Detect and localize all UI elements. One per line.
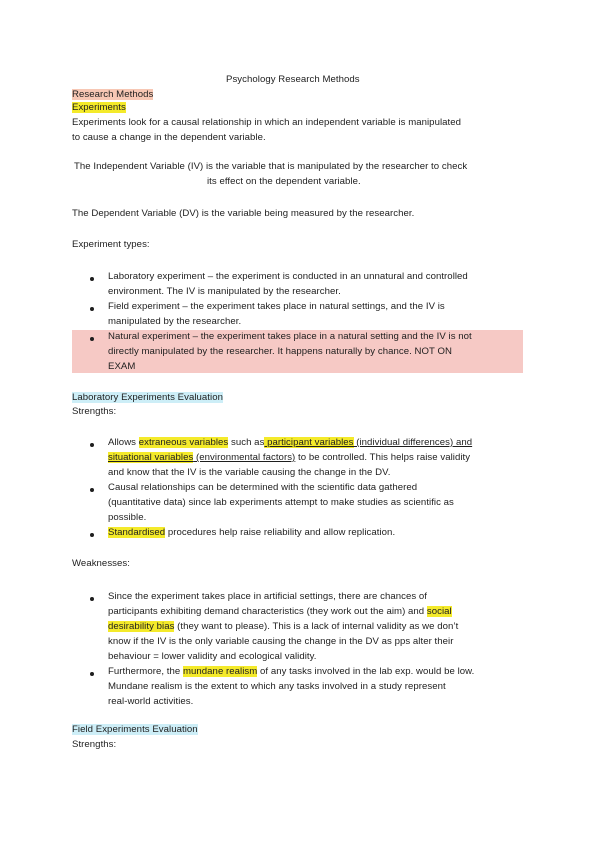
lab-strength-1-line-3: and know that the IV is the variable causing the change in the DV.	[108, 467, 391, 478]
experiments-heading: Experiments	[72, 102, 126, 113]
text-fragment: Allows	[108, 437, 139, 448]
highlight-participant-variables: participant variables	[264, 437, 354, 448]
type-lab-line-2: environment. The IV is manipulated by the researcher.	[108, 286, 341, 297]
text-fragment: such as	[228, 437, 265, 448]
type-natural-line-2: directly manipulated by the researcher. It happens naturally by chance. NOT ON	[108, 346, 452, 357]
lab-eval-heading: Laboratory Experiments Evaluation	[72, 392, 223, 403]
bullet-dot	[90, 307, 94, 311]
field-strengths-label: Strengths:	[72, 739, 117, 750]
lab-weakness-2-line-3: real-world activities.	[108, 696, 194, 707]
iv-definition-line-2: its effect on the dependent variable.	[207, 176, 361, 187]
type-lab-line-1: Laboratory experiment – the experiment is conducted in an unnatural and controlled	[108, 271, 468, 282]
highlight-situational-variables: situational variables	[108, 452, 194, 463]
lab-weakness-1-line-2	[108, 606, 452, 618]
lab-strength-1-line-2	[108, 452, 470, 464]
type-natural-line-1: Natural experiment – the experiment takes place in a natural setting and the IV is not	[108, 331, 472, 342]
text-fragment: to be controlled. This helps raise validity	[295, 452, 471, 463]
field-eval-heading: Field Experiments Evaluation	[72, 724, 198, 735]
intro-line-1: Experiments look for a causal relationship in which an independent variable is manipulated	[72, 117, 462, 128]
bullet-dot	[90, 533, 94, 537]
iv-definition-line-1: The Independent Variable (IV) is the variable that is manipulated by the researcher to check	[74, 161, 468, 172]
bullet-dot	[90, 488, 94, 492]
experiment-types-label: Experiment types:	[72, 239, 150, 250]
type-field-line-1: Field experiment – the experiment takes place in natural settings, and the IV is	[108, 301, 445, 312]
text-fragment: procedures help raise reliability and allow replication.	[165, 527, 396, 538]
lab-strength-1-line-1	[108, 437, 472, 449]
research-methods-line	[72, 89, 153, 101]
highlight-mundane-realism: mundane realism	[182, 666, 258, 677]
type-natural-line-3: EXAM	[108, 361, 136, 372]
text-fragment: (environmental factors)	[193, 452, 296, 463]
lab-weakness-1-line-5: behaviour = lower validity and ecological validity.	[108, 651, 317, 662]
text-fragment: (individual differences) and	[353, 437, 473, 448]
field-eval-heading-line	[72, 724, 198, 736]
strengths-label: Strengths:	[72, 406, 117, 417]
bullet-dot	[90, 672, 94, 676]
page-title: Psychology Research Methods	[226, 74, 360, 85]
bullet-dot	[90, 597, 94, 601]
experiments-heading-line	[72, 102, 126, 114]
lab-weakness-2-line-2: Mundane realism is the extent to which any tasks involved in a study represent	[108, 681, 446, 692]
highlight-extraneous-variables: extraneous variables	[138, 437, 229, 448]
highlight-desirability-bias: desirability bias	[108, 621, 175, 632]
lab-weakness-1-line-1: Since the experiment takes place in artificial settings, there are chances of	[108, 591, 428, 602]
research-methods-label: Research Methods	[72, 89, 154, 100]
highlight-social: social	[426, 606, 452, 617]
lab-weakness-2-line-1	[108, 666, 474, 678]
lab-strength-2-line-2: (quantitative data) since lab experiments attempt to make studies as scientific as	[108, 497, 454, 508]
type-field-line-2: manipulated by the researcher.	[108, 316, 242, 327]
lab-strength-3	[108, 527, 395, 539]
lab-strength-2-line-1: Causal relationships can be determined with the scientific data gathered	[108, 482, 418, 493]
intro-line-2: to cause a change in the dependent variable.	[72, 132, 266, 143]
lab-weakness-1-line-3	[108, 621, 458, 633]
lab-strength-2-line-3: possible.	[108, 512, 147, 523]
text-fragment: of any tasks involved in the lab exp. would be low.	[257, 666, 475, 677]
bullet-dot	[90, 337, 94, 341]
bullet-dot	[90, 443, 94, 447]
highlight-standardised: Standardised	[108, 527, 166, 538]
text-fragment: (they want to please). This is a lack of internal validity as we don’t	[174, 621, 459, 632]
lab-weakness-1-line-4: know if the IV is the only variable causing the change in the DV as pps alter their	[108, 636, 454, 647]
weaknesses-label: Weaknesses:	[72, 558, 130, 569]
text-fragment: Furthermore, the	[108, 666, 183, 677]
text-fragment: participants exhibiting demand characteristics (they work out the aim) and	[108, 606, 427, 617]
lab-eval-heading-line	[72, 392, 223, 404]
bullet-dot	[90, 277, 94, 281]
dv-definition: The Dependent Variable (DV) is the variable being measured by the researcher.	[72, 208, 415, 219]
